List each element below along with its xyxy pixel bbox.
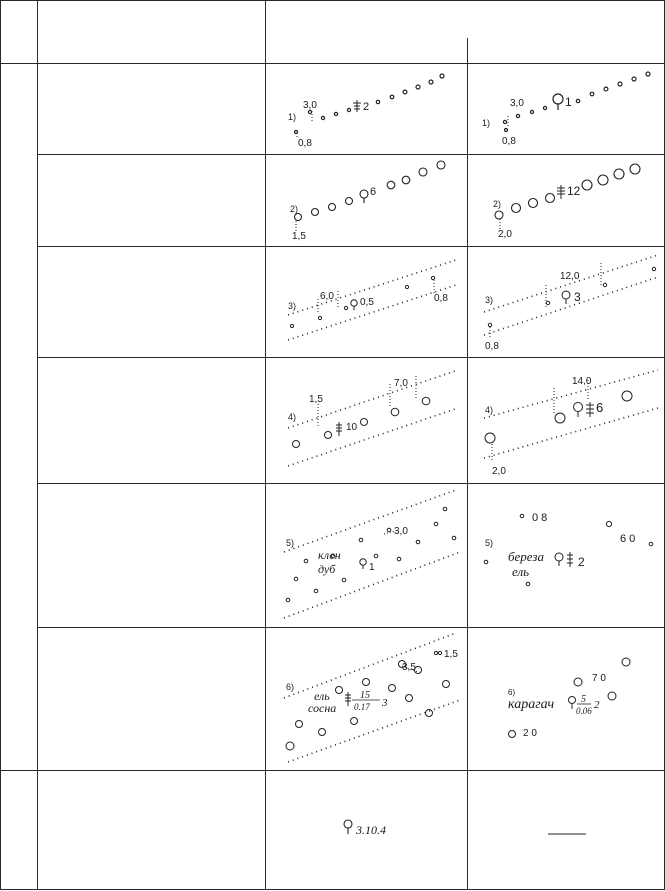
row-6-a-number: 6) [286,682,295,692]
row-3-a-number: 3) [288,301,297,311]
row-6-a-dist-1: 3,5 [402,662,416,673]
row-5-b-species-1: береза [508,549,544,564]
row-2-b-dist-1: 2,0 [498,229,512,240]
row-6-b-number: 6) [508,688,516,697]
row-4-sample-a [266,358,466,482]
footer-sample-a [266,771,466,888]
row-4-a-number: 4) [288,412,297,422]
row-5-b-species-2: ель [512,564,530,579]
row-2-a-number: 2) [290,204,299,214]
row-1-sample-a [266,64,466,154]
row-6-b-after: 2 [594,699,600,711]
row-3-a-drawing [266,247,466,356]
row-3-a-dist-2: 0,5 [360,297,374,308]
row-3-b-drawing [468,247,664,356]
row-5-a-species-2: дуб [318,562,336,576]
row-1-b-count: 1 [565,95,572,109]
footer-b-drawing [468,771,664,888]
row-5-b-number: 5) [485,538,494,548]
row-1-a-number: 1) [288,112,297,122]
row-3-b-number: 3) [485,295,494,305]
row-6-a-after: 3 [382,697,388,709]
row-6-b-species: карагач [508,697,555,712]
row-6-b-frac-top: 5 [581,694,586,705]
row-2-sample-b [468,155,664,245]
row-6-a-dist-2: 1,5 [444,649,458,660]
row-6-a-drawing [266,628,466,769]
row-1-a-dist-2: 0,8 [298,138,312,149]
row-5-b-count: 2 [578,555,585,569]
row-6-sample-b [468,628,664,769]
footer-sample-b [468,771,664,888]
row-2-b-count: 12 [567,184,581,198]
row-2-a-count: 6 [370,186,377,198]
row-4-b-drawing [468,358,664,482]
row-1-b-number: 1) [482,118,491,128]
row-6-b-frac-bottom: 0.06 [576,706,592,716]
row-1-a-count: 2 [363,101,370,113]
row-5-sample-b [468,484,664,626]
row-3-sample-a [266,247,466,356]
row-1-b-dist-2: 0,8 [502,136,516,147]
row-4-b-dist-1: 14,0 [572,376,592,387]
row-2-b-drawing [468,155,664,245]
row-2-sample-a [266,155,466,245]
row-3-b-dist-1: 12,0 [560,271,580,282]
row-5-b-dist-1: 0 8 [532,512,548,524]
row-4-b-number: 4) [485,405,494,415]
row-4-sample-b [468,358,664,482]
row-1-b-dist-1: 3,0 [510,98,524,109]
row-3-sample-b [468,247,664,356]
row-3-b-dist-2: 0,8 [485,341,499,352]
row-5-a-dist-1: 3,0 [394,526,408,537]
row-3-b-count: 3 [574,290,581,304]
row-4-b-dist-2: 2,0 [492,466,506,477]
row-4-a-dist-2: 7,0 [394,378,408,389]
row-5-a-drawing [266,484,466,626]
row-4-a-count: 10 [346,422,358,433]
row-1-sample-b [468,64,664,154]
row-5-a-count: 1 [369,562,375,573]
row-6-b-dist-1: 7 0 [592,673,606,684]
footer-a-label: 3.10.4 [356,823,386,837]
row-5-a-species-1: клен [318,548,341,562]
row-3-a-dist-3: 0,8 [434,293,448,304]
row-6-a-frac-top: 15 [360,690,370,701]
row-3-a-dist-1: 6,0 [320,291,334,302]
row-6-b-dist-2: 2 0 [523,728,537,739]
row-4-a-drawing [266,358,466,482]
row-1-b-drawing [468,64,664,154]
row-2-b-number: 2) [493,199,502,209]
row-2-a-dist-1: 1,5 [292,231,306,242]
row-6-a-species-2: сосна [308,701,337,715]
row-5-sample-a [266,484,466,626]
row-5-b-dist-2: 6 0 [620,533,636,545]
row-4-b-count: 6 [596,400,604,415]
row-6-b-drawing [468,628,664,769]
row-2-a-drawing [266,155,466,245]
row-5-a-number: 5) [286,538,295,548]
row-6-sample-a [266,628,466,769]
row-5-b-drawing [468,484,664,626]
row-1-a-dist-1: 3,0 [303,100,317,111]
footer-a-drawing [266,771,466,888]
row-6-a-frac-bottom: 0.17 [354,702,370,712]
row-4-a-dist-1: 1,5 [309,394,323,405]
row-6-a-species-1: ель [314,689,330,703]
row-1-a-drawing [266,64,466,154]
